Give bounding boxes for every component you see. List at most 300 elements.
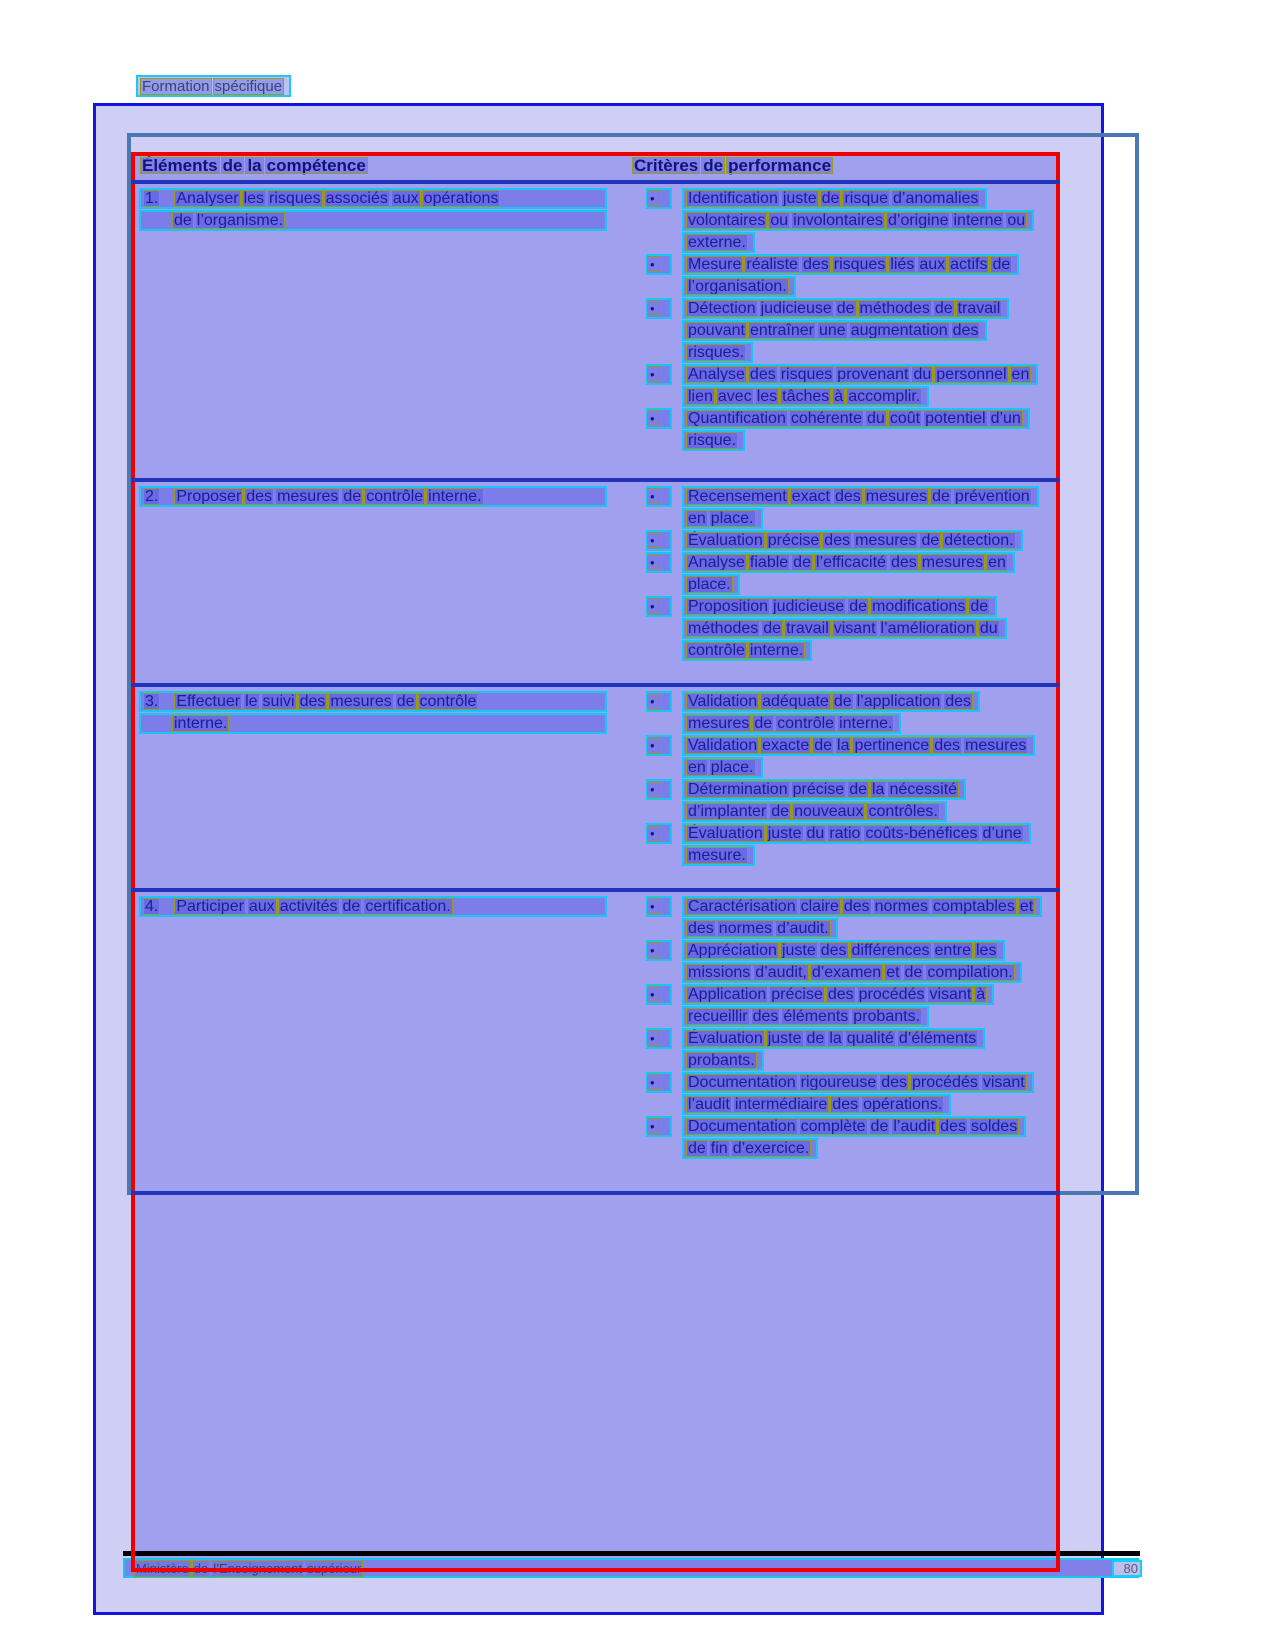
ocr-word-box: Formation [142,77,210,95]
ocr-line-box [682,486,1039,507]
ocr-word-box: de [396,693,415,710]
ocr-word-box: de [793,554,811,571]
ocr-word-box: interne. [749,642,804,659]
ocr-line-box [682,1138,818,1159]
ocr-word-box: de [821,190,840,207]
ocr-word-box: de [904,964,923,981]
ocr-word-box: liés [890,256,915,273]
bullet-icon: • [646,408,672,429]
ocr-word-box: associés [325,190,388,207]
ocr-word-box: involontaires [793,212,883,229]
ocr-word-box: exacte [762,737,810,754]
ocr-word-box: suivi [262,693,295,710]
ocr-line-box [682,640,812,661]
ocr-word-box: des [945,693,972,710]
bullet-icon: • [646,530,672,551]
bullet-icon: • [646,298,672,319]
ocr-word-box: de [849,781,867,798]
item-number: 3. [145,693,159,710]
ocr-word-box: mesures [865,488,928,505]
ocr-word-box: aux [919,256,946,273]
ocr-word-box: les [976,942,997,959]
ocr-word-box: Documentation [688,1118,796,1135]
ocr-word-box: contrôle [366,488,424,505]
table-row [131,184,1060,478]
ocr-word-box: Proposer [176,488,242,505]
ocr-word-box: risques [780,366,833,383]
ocr-word-box: précise [767,532,820,549]
ocr-word-box: ratio [829,825,861,842]
ocr-word-box: le [245,693,258,710]
ocr-word-box: nécessité [889,781,958,798]
ocr-word-box: de [870,1118,889,1135]
ocr-word-box: des [890,554,917,571]
ocr-line-box [682,1028,985,1049]
ocr-word-box: procédés [858,986,925,1003]
ocr-word-box: rigoureuse [800,1074,877,1091]
ocr-word-box: modifications [872,598,966,615]
ocr-word-box: de [343,488,362,505]
ocr-word-box: coût [889,410,921,427]
ocr-word-box: l’audit [893,1118,936,1135]
ocr-line-box [682,984,994,1005]
ocr-word-box: de [849,598,867,615]
ocr-word-box: d’exercice. [732,1140,810,1157]
ocr-line-box [682,430,745,451]
ocr-word-box: lien [688,388,713,405]
ocr-line-box [682,276,796,297]
element-cell [131,687,613,888]
ocr-line-box [682,918,838,939]
ocr-word-box: en [1011,366,1030,383]
ocr-word-box: juste [767,825,802,842]
table-row [131,892,1060,1191]
ocr-word-box: nouveaux [794,803,864,820]
ocr-word-box: des [934,737,960,754]
ocr-word-box: compétence [266,156,366,175]
ocr-word-box: l’organisation. [688,278,787,295]
ocr-word-box: spécifique [214,77,283,95]
element-cell [131,482,613,683]
element-cell [131,892,613,1191]
ocr-word-box: mesures [277,488,339,505]
ocr-word-box: actifs [950,256,988,273]
bullet-icon: • [646,735,672,756]
ocr-word-box: juste [782,190,817,207]
ocr-word-box: réaliste [746,256,798,273]
bullet-icon: • [646,596,672,617]
ocr-line-box [682,1050,764,1071]
ocr-word-box: exact [791,488,830,505]
ocr-word-box: de [934,300,953,317]
ocr-word-box: interne. [428,488,482,505]
ocr-word-box: de [771,803,790,820]
ocr-word-box: la [829,1030,842,1047]
ocr-word-box: l’efficacité [815,554,886,571]
ocr-line-box [682,408,1030,429]
ocr-word-box: de [688,1140,706,1157]
ocr-word-box: Analyse [688,366,745,383]
ocr-line-box [682,298,1009,319]
ocr-word-box: précise [792,781,845,798]
page-number: 80 [1112,1560,1142,1577]
ocr-word-box: qualité [846,1030,894,1047]
ocr-word-box: les [243,190,265,207]
ocr-word-box: prévention [954,488,1030,505]
ocr-word-box: l’organisme. [196,212,284,229]
ocr-word-box: en [988,554,1006,571]
bullet-icon: • [646,1116,672,1137]
ocr-word-box: en [688,510,706,527]
table-row [131,482,1060,683]
ocr-line-box [682,896,1042,917]
ocr-word-box: de [754,715,773,732]
ocr-word-box: travail [957,300,1001,317]
ocr-word-box: Effectuer [176,693,241,710]
ocr-word-box: intermédiaire [734,1096,828,1113]
ocr-word-box: place. [710,510,754,527]
ocr-word-box: Validation [688,693,758,710]
ocr-word-box: une [818,322,846,339]
table-header-row [131,152,1060,180]
ocr-word-box: la [837,737,850,754]
ocr-word-box: de [342,898,361,915]
ocr-word-box: d’éléments [898,1030,977,1047]
ocr-word-box: Détection [688,300,756,317]
ocr-line-box [139,188,607,209]
ocr-word-box: comptables [933,898,1015,915]
ocr-word-box: des [952,322,979,339]
bullet-icon: • [646,1072,672,1093]
ocr-word-box: place. [710,759,754,776]
ocr-word-box: aux [392,190,419,207]
bullet-icon: • [646,779,672,800]
ocr-word-box: contrôle [777,715,835,732]
ocr-word-box: de [806,1030,825,1047]
ocr-word-box: potentiel [925,410,986,427]
ocr-word-box: probants. [688,1052,755,1069]
ocr-line-box [682,342,753,363]
ocr-word-box: interne. [839,715,893,732]
ocr-word-box: pertinence [854,737,930,754]
criteria-cell [613,184,1060,478]
element-cell [131,184,613,478]
column-header-elements [131,156,603,176]
ocr-line-box [682,530,1023,551]
ocr-word-box: opérations. [863,1096,943,1113]
ocr-word-box: Analyse [688,554,745,571]
ocr-line-box [682,574,740,595]
ocr-line-box [682,1116,1026,1137]
ocr-word-box: place. [688,576,731,593]
ocr-word-box: du [979,620,998,637]
ocr-word-box: soldes [970,1118,1018,1135]
ocr-word-box: du [913,366,932,383]
ocr-word-box: de [932,488,950,505]
ocr-word-box: mesures [921,554,984,571]
ocr-word-box: interne. [174,715,228,732]
ocr-word-box: détection. [944,532,1014,549]
ocr-word-box: des [834,488,861,505]
ocr-line-box [682,552,1015,573]
ocr-word-box: activités [279,898,338,915]
ocr-word-box: adéquate [762,693,829,710]
ocr-line-box [682,364,1038,385]
ocr-line-box [139,713,607,734]
ocr-word-box: Évaluation [688,532,763,549]
ocr-word-box: de [992,256,1011,273]
ocr-word-box: augmentation [850,322,948,339]
ocr-word-box: tâches [782,388,830,405]
ocr-word-box: des [246,488,273,505]
ocr-line-box [682,320,987,341]
ocr-word-box: des [824,532,851,549]
ocr-word-box: mesures [965,737,1027,754]
ocr-line-box [682,508,763,529]
section-label [136,75,291,97]
ocr-word-box: méthodes [688,620,759,637]
ocr-word-box: Caractérisation [688,898,796,915]
ocr-line-box [682,188,987,209]
ocr-word-box: Identification [688,190,778,207]
ocr-word-box: risque [844,190,889,207]
ocr-line-box [682,801,947,822]
ocr-word-box: des [843,898,870,915]
ocr-line-box [682,779,966,800]
ocr-word-box: coûts-bénéfices [865,825,978,842]
ocr-word-box: de [970,598,989,615]
ocr-word-box: Critères [634,156,699,175]
item-number: 2. [145,488,159,505]
ocr-line-box [682,940,1005,961]
ocr-word-box: procédés [912,1074,978,1091]
ocr-word-box: judicieuse [760,300,832,317]
bullet-icon: • [646,984,672,1005]
ocr-line-box [682,962,1022,983]
ocr-word-box: provenant [837,366,909,383]
ocr-word-box: travail [786,620,829,637]
ocr-word-box: Détermination [688,781,788,798]
ocr-word-box: mesures [855,532,917,549]
ocr-word-box: des [749,366,776,383]
ocr-word-box: fiable [749,554,789,571]
bullet-icon: • [646,691,672,712]
ocr-word-box: des [802,256,829,273]
ocr-word-box: supérieur [307,1560,362,1576]
ocr-word-box: entraîner [749,322,814,339]
ocr-word-box: aux [248,898,275,915]
ocr-word-box: du [867,410,885,427]
ocr-word-box: à [834,388,844,405]
ocr-word-box: Participer [176,898,244,915]
ocr-word-box: Éléments [142,156,218,175]
ocr-word-box: Analyser [176,190,239,207]
ocr-word-box: juste [767,1030,802,1047]
bullet-icon: • [646,364,672,385]
ocr-word-box: probants. [853,1008,921,1025]
bullet-icon: • [646,486,672,507]
ocr-word-box: d’origine [888,212,949,229]
ocr-word-box: d’implanter [688,803,767,820]
ocr-word-box: précise [771,986,823,1003]
ocr-line-box [682,386,929,407]
ocr-word-box: Validation [688,737,758,754]
ocr-word-box: entre [934,942,971,959]
ocr-line-box [139,486,607,507]
ocr-word-box: de [921,532,940,549]
ocr-word-box: missions [688,964,751,981]
ocr-word-box: des [688,920,714,937]
ocr-word-box: des [820,942,847,959]
ocr-word-box: interne [953,212,1003,229]
ocr-word-box: du [806,825,825,842]
ocr-word-box: de [193,1560,209,1576]
ocr-line-box [682,823,1031,844]
ocr-word-box: de [763,620,782,637]
ocr-word-box: contrôle [688,642,745,659]
bullet-icon: • [646,254,672,275]
criteria-cell [613,687,1060,888]
ocr-word-box: en [688,759,706,776]
ocr-word-box: d’anomalies [893,190,979,207]
ocr-word-box: risques. [688,344,745,361]
ocr-line-box [682,735,1035,756]
ocr-word-box: pouvant [688,322,745,339]
ocr-word-box: méthodes [859,300,930,317]
ocr-word-box: l’application [856,693,941,710]
ocr-word-box: Ministère [136,1560,189,1576]
ocr-word-box: des [752,1008,779,1025]
ocr-word-box: et [1019,898,1034,915]
ocr-word-box: personnel [936,366,1007,383]
ocr-word-box: certification. [365,898,451,915]
ocr-word-box: de [703,156,724,175]
ocr-line-box [682,713,901,734]
ocr-word-box: l’amélioration [880,620,975,637]
item-number: 1. [145,190,159,207]
ocr-line-box [682,1094,951,1115]
ocr-word-box: Évaluation [688,825,763,842]
ocr-line-box [682,618,1007,639]
ocr-word-box: les [756,388,778,405]
ocr-word-box: Quantification [688,410,786,427]
ocr-line-box [682,845,755,866]
bullet-icon: • [646,940,672,961]
bullet-icon: • [646,1028,672,1049]
ocr-word-box: l’audit [688,1096,730,1113]
ocr-line-box [682,254,1019,275]
ocr-word-box: Évaluation [688,1030,763,1047]
ocr-word-box: Proposition [688,598,769,615]
ocr-line-box [139,896,607,917]
ocr-word-box: éléments [783,1008,849,1025]
ocr-word-box: normes [874,898,928,915]
ocr-word-box: de [174,212,192,229]
ocr-word-box: l’Enseignement [213,1560,303,1576]
ocr-word-box: accomplir. [848,388,921,405]
column-header-criteria [603,156,835,176]
ocr-word-box: mesures [330,693,392,710]
ocr-word-box: contrôles. [868,803,938,820]
ocr-line-box [682,757,763,778]
ocr-word-box: Documentation [688,1074,796,1091]
ocr-word-box: d’audit, [755,964,807,981]
ocr-word-box: volontaires [688,212,766,229]
ocr-word-box: visant [982,1074,1025,1091]
ocr-word-box: Application [688,986,767,1003]
ocr-word-box: opérations [423,190,499,207]
ocr-line-box [139,210,607,231]
ocr-line-box [682,1072,1034,1093]
ocr-word-box: ou [1007,212,1026,229]
ocr-line-box [682,232,755,253]
ocr-line-box [139,691,607,712]
bullet-icon: • [646,896,672,917]
bullet-icon: • [646,823,672,844]
ocr-word-box: complète [800,1118,866,1135]
ocr-word-box: de [222,156,243,175]
ocr-word-box: claire [800,898,839,915]
table-row [131,687,1060,888]
ocr-word-box: risques [269,190,321,207]
ocr-word-box: des [940,1118,966,1135]
ocr-word-box: visant [929,986,972,1003]
ocr-word-box: recueillir [688,1008,748,1025]
ocr-word-box: des [827,986,854,1003]
ocr-word-box: cohérente [790,410,863,427]
ocr-word-box: normes [718,920,773,937]
ocr-word-box: judicieuse [773,598,845,615]
criteria-cell [613,482,1060,683]
ocr-word-box: mesures [688,715,750,732]
ocr-line-box [682,691,980,712]
ocr-word-box: de [833,693,852,710]
ocr-word-box: et [886,964,900,981]
item-number: 4. [145,898,159,915]
ocr-word-box: Mesure [688,256,742,273]
ocr-word-box: d’audit. [777,920,829,937]
ocr-word-box: des [881,1074,908,1091]
ocr-word-box: des [299,693,326,710]
ocr-line-box [682,1006,929,1027]
ocr-word-box: Appréciation [688,942,777,959]
ocr-word-box: visant [833,620,876,637]
ocr-word-box: la [247,156,262,175]
row-separator [131,1191,1060,1195]
ocr-word-box: ou [770,212,789,229]
ocr-word-box: Recensement [688,488,787,505]
ocr-word-box: performance [728,156,832,175]
ocr-word-box: juste [781,942,816,959]
ocr-line-box [682,210,1034,231]
ocr-word-box: d’une [982,825,1022,842]
ocr-line-box [682,596,997,617]
competency-table [131,152,1060,1195]
ocr-word-box: risques [833,256,886,273]
ocr-word-box: mesure. [688,847,746,864]
ocr-word-box: d’examen [811,964,882,981]
ocr-word-box: de [836,300,855,317]
ocr-word-box: différences [851,942,930,959]
ocr-word-box: compilation. [927,964,1013,981]
bullet-icon: • [646,552,672,573]
ocr-word-box: la [871,781,885,798]
criteria-cell [613,892,1060,1191]
ocr-word-box: fin [710,1140,728,1157]
ocr-word-box: risque. [688,432,737,449]
ocr-word-box: avec [717,388,752,405]
ocr-word-box: d’un [990,410,1021,427]
